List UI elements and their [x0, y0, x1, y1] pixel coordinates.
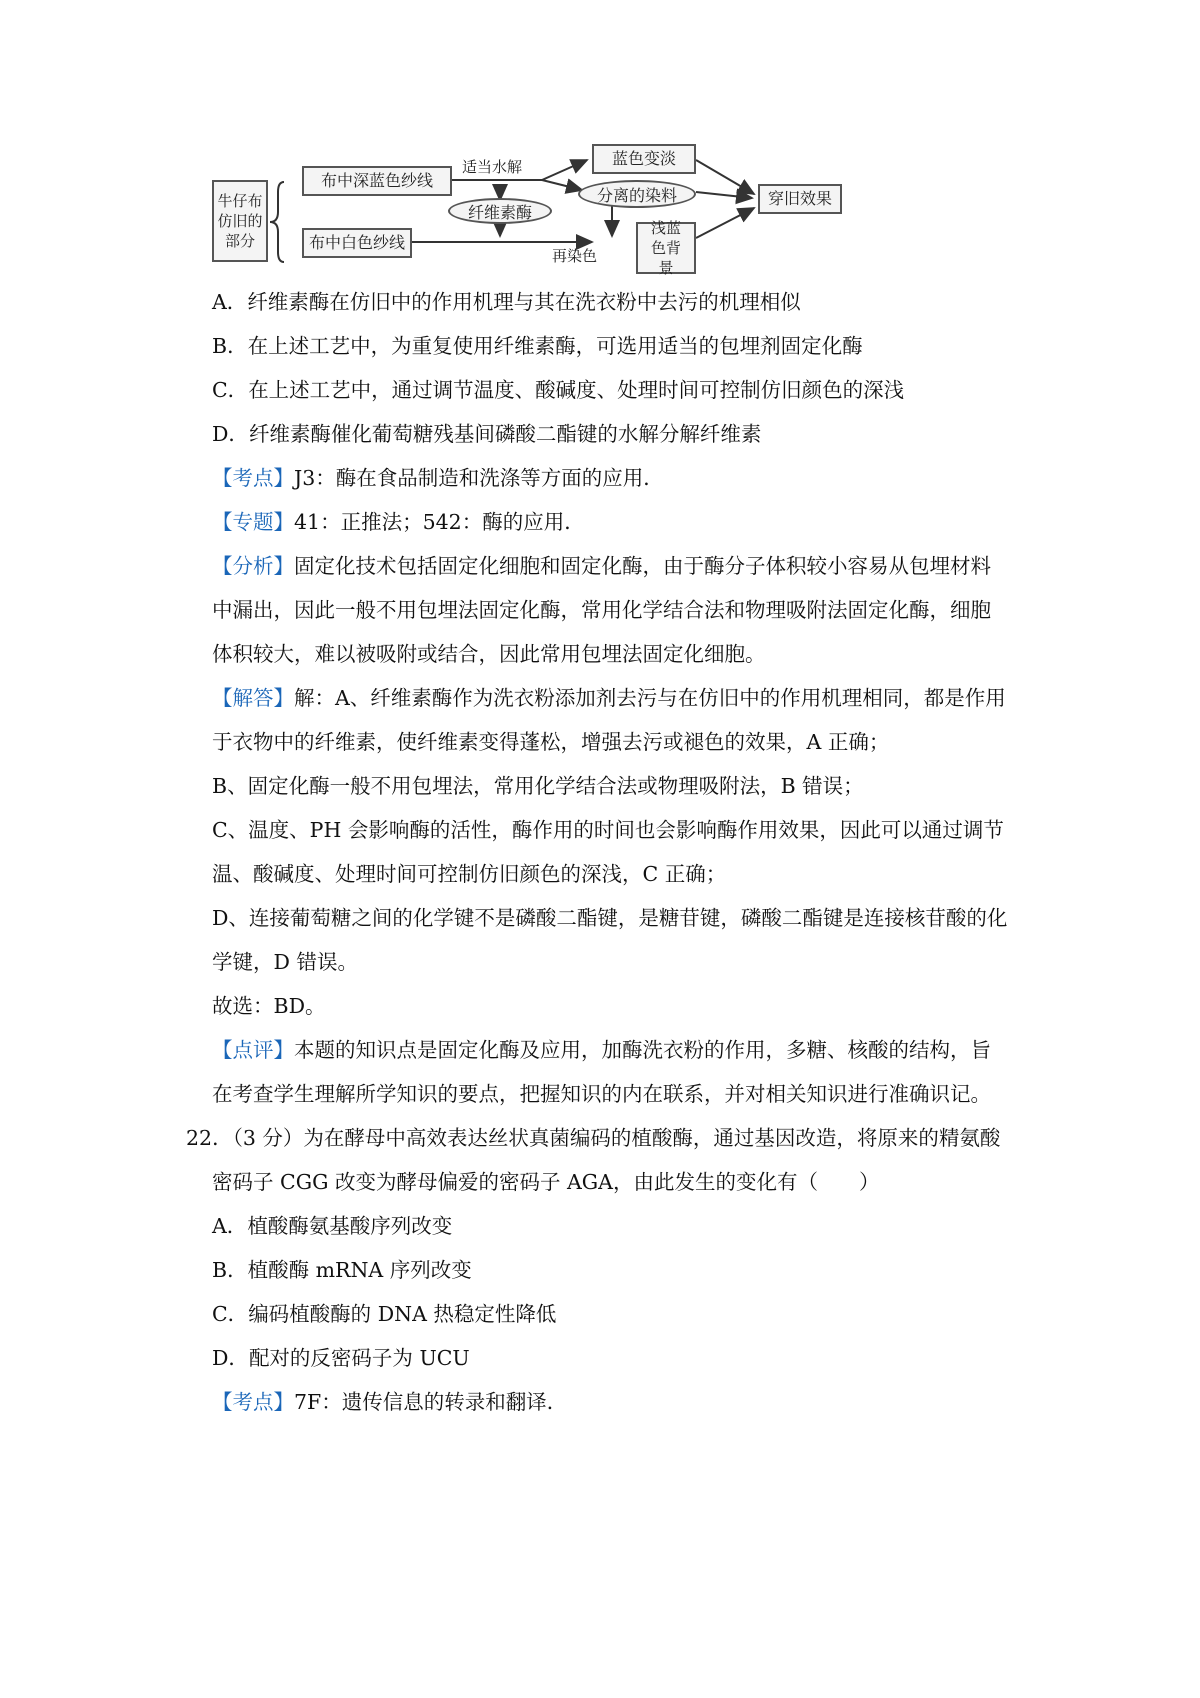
option-c — [212, 376, 904, 404]
question-22-line-1: 22．（3 分）为在酵母中高效表达丝状真菌编码的植酸酶，通过基因改造，将原来的精氨酸 — [186, 1126, 1001, 1150]
option-letter: B． — [212, 334, 248, 358]
jieda-line-1 — [212, 684, 1006, 712]
option-letter: A． — [212, 290, 248, 314]
light-blue-label: 浅蓝色背景 — [650, 218, 681, 278]
fenxi-text: 固定化技术包括固定化细胞和固定化酶，由于酶分子体积较小容易从包埋材料 — [294, 554, 991, 578]
fenxi-line-1 — [212, 552, 991, 580]
question-22-line-2: 密码子 CGG 改变为酵母偏爱的密码子 AGA，由此发生的变化有（ ） — [212, 1170, 880, 1194]
kaodian-text: 7F：遗传信息的转录和翻译． — [294, 1390, 568, 1414]
process-diagram — [212, 142, 902, 302]
option-letter: D． — [212, 422, 249, 446]
option-letter: B． — [212, 1258, 248, 1282]
option-letter: D． — [212, 1346, 249, 1370]
q22-option-a — [212, 1212, 452, 1240]
zhuanti-tag: 【专题】 — [212, 510, 294, 534]
separated-dye-ellipse — [578, 180, 696, 208]
source-box-label: 牛仔布仿旧的部分 — [217, 191, 263, 251]
restain-label: 再染色 — [552, 247, 598, 265]
option-letter: C． — [212, 378, 249, 402]
kaodian-text: J3：酶在食品制造和洗涤等方面的应用． — [294, 466, 664, 490]
enzyme-label: 纤维素酶 — [467, 202, 532, 222]
option-letter: A． — [212, 1214, 248, 1238]
zhuanti-text: 41：正推法；542：酶的应用． — [294, 510, 585, 534]
q22-option-c — [212, 1300, 556, 1328]
fenxi-line-3: 体积较大，难以被吸附或结合，因此常用包埋法固定化细胞。 — [212, 642, 766, 666]
dark-thread-label: 布中深蓝色纱线 — [320, 171, 433, 191]
option-text: 在上述工艺中，为重复使用纤维素酶，可选用适当的包埋剂固定化酶 — [247, 334, 863, 358]
dianping-tag: 【点评】 — [212, 1038, 294, 1062]
option-a — [212, 288, 801, 316]
source-box — [212, 180, 268, 262]
kaodian-line-2 — [212, 1388, 567, 1416]
dianping-text: 本题的知识点是固定化酶及应用，加酶洗衣粉的作用，多糖、核酸的结构，旨 — [294, 1038, 991, 1062]
option-text: 配对的反密码子为 UCU — [248, 1346, 470, 1370]
jieda-tag: 【解答】 — [212, 686, 294, 710]
option-d — [212, 420, 761, 448]
fenxi-line-2: 中漏出，因此一般不用包埋法固定化酶，常用化学结合法和物理吸附法固定化酶，细胞 — [212, 598, 991, 622]
jieda-line-8: 故选：BD。 — [212, 994, 326, 1018]
fenxi-tag: 【分析】 — [212, 554, 294, 578]
separated-dye-label: 分离的染料 — [596, 185, 677, 205]
q22-option-b — [212, 1256, 472, 1284]
jieda-line-4: C、温度、PH 会影响酶的活性，酶作用的时间也会影响酶作用效果，因此可以通过调节 — [212, 818, 1004, 842]
option-text: 纤维素酶在仿旧中的作用机理与其在洗衣粉中去污的机理相似 — [247, 290, 801, 314]
hydrolysis-label: 适当水解 — [462, 158, 523, 176]
light-blue-box — [636, 218, 696, 278]
option-text: 植酸酶氨基酸序列改变 — [247, 1214, 453, 1238]
blue-fade-box — [592, 144, 696, 174]
zhuanti-line — [212, 508, 585, 536]
kaodian-tag: 【考点】 — [212, 466, 294, 490]
jieda-line-2: 于衣物中的纤维素，使纤维素变得蓬松，增强去污或褪色的效果，A 正确； — [212, 730, 890, 754]
jieda-line-7: 学键，D 错误。 — [212, 950, 358, 974]
jieda-line-3: B、固定化酶一般不用包埋法，常用化学结合法或物理吸附法，B 错误； — [212, 774, 864, 798]
dark-thread-box — [302, 166, 452, 196]
option-b — [212, 332, 863, 360]
white-thread-box — [302, 228, 412, 258]
kaodian-tag: 【考点】 — [212, 1390, 294, 1414]
blue-fade-label: 蓝色变淡 — [611, 149, 676, 169]
jieda-line-5: 温、酸碱度、处理时间可控制仿旧颜色的深浅，C 正确； — [212, 862, 727, 886]
option-text: 植酸酶 mRNA 序列改变 — [247, 1258, 472, 1282]
enzyme-ellipse — [448, 198, 552, 224]
option-text: 在上述工艺中，通过调节温度、酸碱度、处理时间可控制仿旧颜色的深浅 — [248, 378, 905, 402]
result-label: 穿旧效果 — [767, 189, 832, 209]
option-text: 纤维素酶催化葡萄糖残基间磷酸二酯键的水解分解纤维素 — [248, 422, 762, 446]
option-text: 编码植酸酶的 DNA 热稳定性降低 — [248, 1302, 557, 1326]
white-thread-label: 布中白色纱线 — [308, 233, 405, 253]
option-letter: C． — [212, 1302, 249, 1326]
dianping-line-1 — [212, 1036, 991, 1064]
kaodian-line — [212, 464, 664, 492]
dianping-line-2: 在考查学生理解所学知识的要点，把握知识的内在联系，并对相关知识进行准确识记。 — [212, 1082, 991, 1106]
q22-option-d — [212, 1344, 470, 1372]
result-box — [758, 184, 842, 214]
jieda-text: 解：A、纤维素酶作为洗衣粉添加剂去污与在仿旧中的作用机理相同，都是作用 — [294, 686, 1006, 710]
jieda-line-6: D、连接葡萄糖之间的化学键不是磷酸二酯键，是糖苷键，磷酸二酯键是连接核苷酸的化 — [212, 906, 1008, 930]
